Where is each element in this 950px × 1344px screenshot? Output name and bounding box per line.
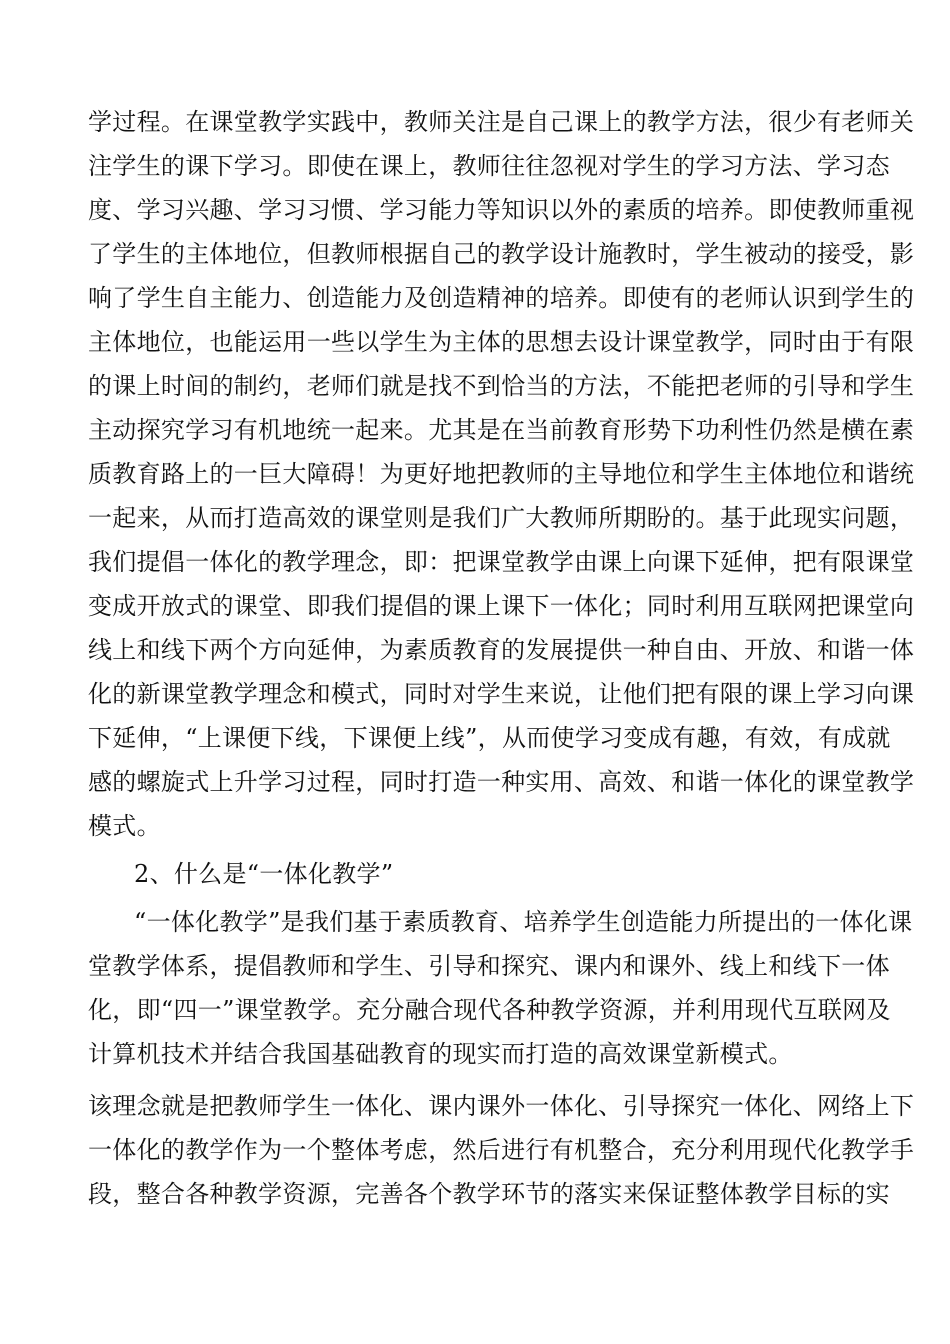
text-line: 感的螺旋式上升学习过程，同时打造一种实用、高效、和谐一体化的课堂教学 bbox=[88, 768, 915, 796]
text-line: 一起来，从而打造高效的课堂则是我们广大教师所期盼的。基于此现实问题， bbox=[88, 504, 915, 532]
text-line: 变成开放式的课堂、即我们提倡的课上课下一体化；同时利用互联网把课堂向 bbox=[88, 592, 915, 620]
text-line: 段，整合各种教学资源，完善各个教学环节的落实来保证整体教学目标的实 bbox=[88, 1180, 890, 1208]
text-line: 我们提倡一体化的教学理念，即：把课堂教学由课上向课下延伸，把有限课堂 bbox=[88, 548, 915, 576]
text-line: 线上和线下两个方向延伸，为素质教育的发展提供一种自由、开放、和谐一体 bbox=[88, 636, 915, 664]
text-line: 该理念就是把教师学生一体化、课内课外一体化、引导探究一体化、网络上下 bbox=[88, 1092, 915, 1120]
text-line: 质教育路上的一巨大障碍！为更好地把教师的主导地位和学生主体地位和谐统 bbox=[88, 460, 915, 488]
text-line: 响了学生自主能力、创造能力及创造精神的培养。即使有的老师认识到学生的 bbox=[88, 284, 915, 312]
text-line: 注学生的课下学习。即使在课上，教师往往忽视对学生的学习方法、学习态 bbox=[88, 152, 890, 180]
text-line: 主体地位，也能运用一些以学生为主体的思想去设计课堂教学，同时由于有限 bbox=[88, 328, 915, 356]
text-line: 主动探究学习有机地统一起来。尤其是在当前教育形势下功利性仍然是横在素 bbox=[88, 416, 915, 444]
paragraph-3 bbox=[88, 1084, 915, 1216]
text-line: 一体化的教学作为一个整体考虑，然后进行有机整合，充分利用现代化教学手 bbox=[88, 1136, 915, 1164]
section-heading: 2、什么是“一体化教学” bbox=[134, 860, 394, 888]
text-line: “一体化教学”是我们基于素质教育、培养学生创造能力所提出的一体化课 bbox=[134, 908, 913, 936]
text-line: 计算机技术并结合我国基础教育的现实而打造的高效课堂新模式。 bbox=[88, 1040, 793, 1068]
paragraph-2 bbox=[88, 900, 913, 1076]
text-line: 的课上时间的制约，老师们就是找不到恰当的方法，不能把老师的引导和学生 bbox=[88, 372, 915, 400]
text-line: 了学生的主体地位，但教师根据自己的教学设计施教时，学生被动的接受，影 bbox=[88, 240, 915, 268]
text-line: 堂教学体系，提倡教师和学生、引导和探究、课内和课外、线上和线下一体 bbox=[88, 952, 890, 980]
text-line: 模式。 bbox=[88, 812, 161, 840]
text-line: 下延伸，“上课便下线，下课便上线”，从而使学习变成有趣，有效，有成就 bbox=[88, 724, 891, 752]
text-line: 度、学习兴趣、学习习惯、学习能力等知识以外的素质的培养。即使教师重视 bbox=[88, 196, 915, 224]
text-line: 学过程。在课堂教学实践中，教师关注是自己课上的教学方法，很少有老师关 bbox=[88, 108, 915, 136]
text-line: 化的新课堂教学理念和模式，同时对学生来说，让他们把有限的课上学习向课 bbox=[88, 680, 915, 708]
text-line: 化，即“四一”课堂教学。充分融合现代各种教学资源，并利用现代互联网及 bbox=[88, 996, 891, 1024]
paragraph-1 bbox=[88, 100, 915, 848]
document-page bbox=[88, 100, 915, 1216]
